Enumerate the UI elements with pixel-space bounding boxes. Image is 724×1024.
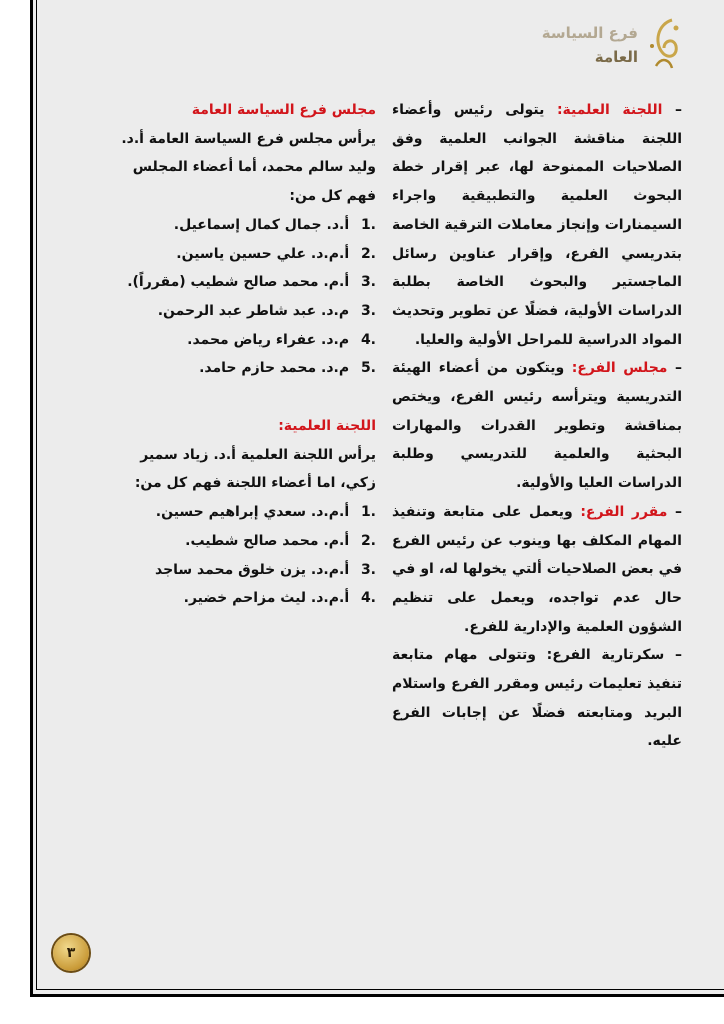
council-intro: يرأس مجلس فرع السياسة العامة أ.د. وليد سالم محمد، أما أعضاء المجلس فهم كل من: [121,130,376,205]
calligraphy-emblem-icon [642,16,686,74]
list-number: 5. [360,360,376,377]
list-number: 2. [360,532,376,549]
list-number: 3. [360,274,376,291]
border-rule-left-inner [36,0,37,990]
member-name: أ.م.د. ليث مزاحم خضير. [183,590,350,607]
department-logo [538,16,686,74]
list-number: 3. [360,561,376,578]
member-name: م.د. عفراء رياض محمد. [187,331,350,348]
member-name: أ.م. محمد صالح شطيب (مقرراً). [127,274,350,291]
dash: – [662,102,683,118]
list-item [110,556,376,585]
paragraph-department-council [392,354,682,498]
paragraph-secretariat [392,641,682,756]
list-number: 4. [360,590,376,607]
committee-intro: يرأس اللجنة العلمية أ.د. زياد سمير زكي، اما أعضاء اللجنة فهم كل من: [134,446,376,492]
logo-text-line1: فرع السياسة [541,24,638,42]
list-item [110,240,376,269]
list-number: 2. [360,245,376,262]
list-item [110,211,376,240]
paragraph-body: ويعمل على متابعة وتنفيذ المهام المكلف بها وينوب عن رئيس الفرع في بعض الصلاحيات ألتي يخولها له، او في حال عدم تواجده، ويعمل على تنظيم الشؤون العلمية والإدارية للفرع. [392,503,682,635]
section-spacer [110,383,376,412]
member-name: أ.م.د. علي حسين ياسين. [176,245,350,262]
list-number: 1. [360,504,376,521]
list-item [110,498,376,527]
list-item [110,584,376,613]
member-name: أ.م. محمد صالح شطيب. [185,532,350,549]
logo-text-line2: العامة [594,48,638,66]
left-column [110,96,376,613]
member-name: أ.م.د. يزن خلوق محمد ساجد [154,561,350,578]
dash: – [667,503,682,520]
paragraph-body: – سكرتارية الفرع: وتتولى مهام متابعة تنفيذ تعليمات رئيس ومقرر الفرع واستلام البريد ومتابعته فضلًا عن إجابات الفرع عليه. [392,647,682,750]
paragraph-body: يتولى رئيس وأعضاء اللجنة مناقشة الجوانب العلمية وفق الصلاحيات الممنوحة لها، عبر إقرار خطة البحوث العلمية والتطبيقية واجراء السيمنارات وإنجاز معاملات الترقية الخاصة بتدريسي الفرع، وإقرار عناوين رسائل الماجستير والبحوث الخاصة بطلبة الدراسات الأولية، فضلًا عن تطوير وتحديث المواد الدراسية للمراحل الأولية والعليا. [392,102,682,348]
paragraph-scientific-committee [392,96,682,354]
heading-scientific-committee: اللجنة العلمية: [556,102,663,118]
committee-title: اللجنة العلمية: [278,418,376,435]
list-item [110,268,376,297]
dash: – [667,360,683,377]
member-name: م.د. محمد حازم حامد. [199,360,350,377]
heading-department-council: مجلس الفرع: [571,360,668,377]
paragraph-body: ويتكون من أعضاء الهيئة التدريسية ويترأسه رئيس الفرع، ويختص بمناقشة وتطوير القدرات والمهارات البحثية والعلمية للتدريسي وطلبة الدراسات العليا والأولية. [392,360,682,492]
member-name: أ.د. جمال كمال إسماعيل. [173,216,350,233]
border-rule-bottom-inner [36,989,724,990]
page-number-badge [53,935,89,971]
list-number: 4. [360,331,376,348]
right-column [392,96,682,756]
list-number: 3. [360,302,376,319]
member-name: م.د. عبد شاطر عبد الرحمن. [157,302,350,319]
list-item [110,326,376,355]
page-number: ٣ [66,945,76,961]
council-section [110,96,376,383]
border-rule-bottom [30,994,724,997]
border-rule-left [30,0,33,994]
list-item [110,354,376,383]
list-number: 1. [360,216,376,233]
paragraph-rapporteur [392,498,682,642]
council-title: مجلس فرع السياسة العامة [191,102,376,118]
list-item [110,297,376,326]
member-name: أ.م.د. سعدي إبراهيم حسين. [155,504,350,521]
heading-rapporteur: مقرر الفرع: [580,503,668,520]
list-item [110,527,376,556]
committee-section [110,412,376,613]
